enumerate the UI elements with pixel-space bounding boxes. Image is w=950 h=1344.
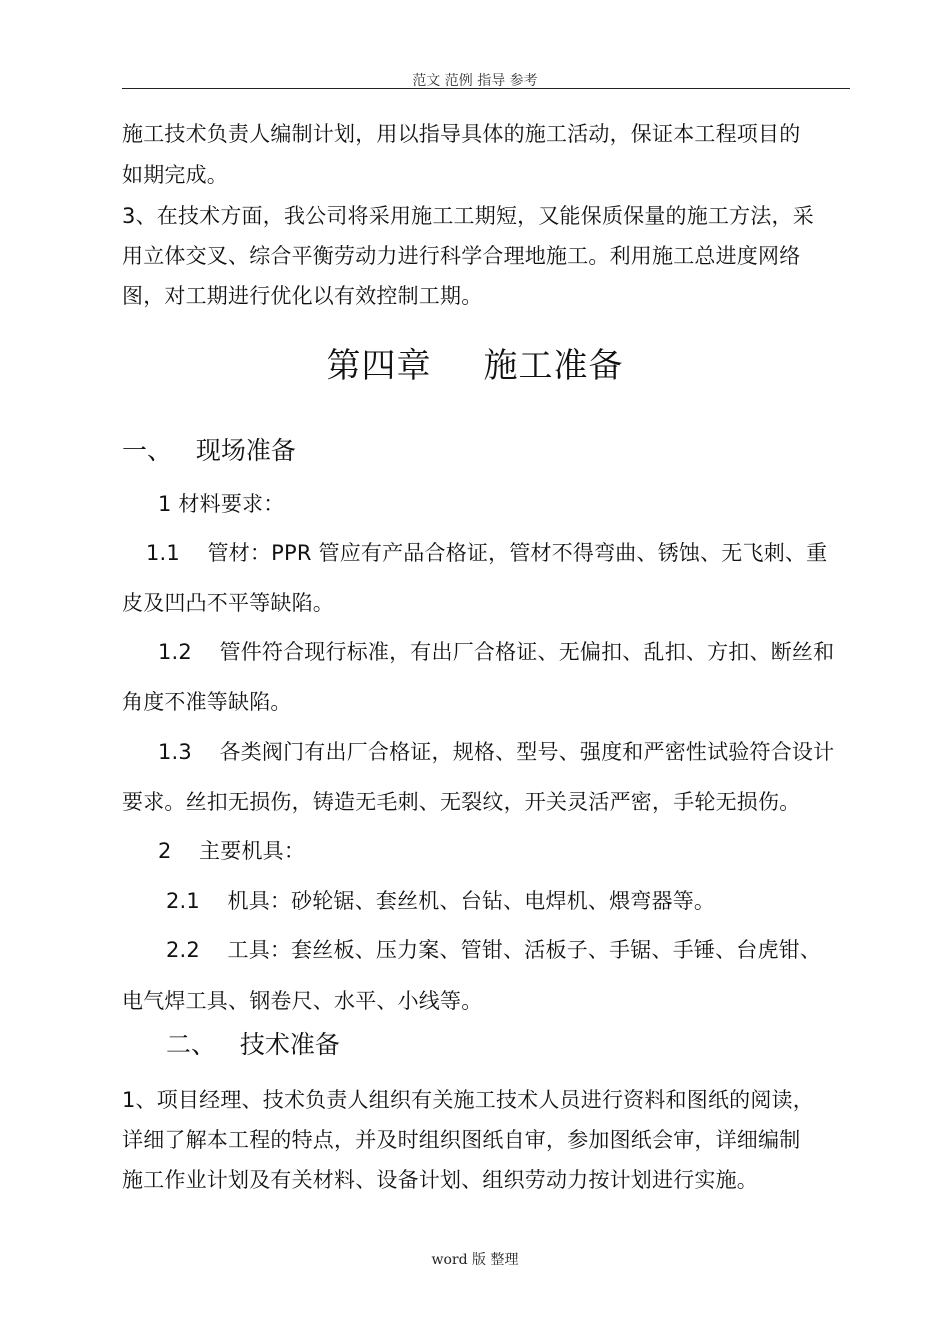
item-materials-title: 1 材料要求： — [158, 492, 285, 516]
intro-p1-line1: 施工技术负责人编制计划，用以指导具体的施工活动，保证本工程项目的 — [122, 122, 801, 146]
item-1-2-line1: 1.2 管件符合现行标准，有出厂合格证、无偏扣、乱扣、方扣、断丝和 — [158, 640, 835, 664]
chapter-title: 施工准备 — [483, 346, 624, 386]
item-1-1-line1: 1.1 管材：PPR 管应有产品合格证，管材不得弯曲、锈蚀、无飞刺、重 — [146, 541, 828, 565]
item-1-1-line2: 皮及凹凸不平等缺陷。 — [122, 591, 334, 615]
intro-p2-line3: 图，对工期进行优化以有效控制工期。 — [122, 284, 483, 308]
tech-p1-line2: 详细了解本工程的特点，并及时组织图纸自审，参加图纸会审，详细编制 — [122, 1128, 801, 1152]
item-1-3-line1: 1.3 各类阀门有出厂合格证，规格、型号、强度和严密性试验符合设计 — [158, 740, 835, 764]
item-2-2-line1: 2.2 工具：套丝板、压力案、管钳、活板子、手锯、手锤、台虎钳、 — [166, 938, 822, 962]
page-header: 范文 范例 指导 参考 — [412, 73, 538, 89]
tech-p1-line1: 1、项目经理、技术负责人组织有关施工技术人员进行资料和图纸的阅读， — [122, 1088, 814, 1112]
section-title-tech-prep: 二、 技术准备 — [166, 1030, 340, 1059]
item-tools-title: 2 主要机具： — [158, 839, 306, 863]
item-1-2-line2: 角度不准等缺陷。 — [122, 690, 292, 714]
chapter-heading — [0, 338, 950, 387]
item-1-3-line2: 要求。丝扣无损伤，铸造无毛刺、无裂纹，开关灵活严密，手轮无损伤。 — [122, 790, 801, 814]
chapter-number: 第四章 — [326, 346, 432, 386]
tech-p1-line3: 施工作业计划及有关材料、设备计划、组织劳动力按计划进行实施。 — [122, 1168, 758, 1192]
intro-p2-line2: 用立体交叉、综合平衡劳动力进行科学合理地施工。利用施工总进度网络 — [122, 244, 801, 268]
section-title-site-prep: 一、 现场准备 — [122, 436, 296, 465]
header-rule — [122, 88, 850, 89]
page-footer: word 版 整理 — [431, 1252, 519, 1268]
intro-p2-line1: 3、在技术方面，我公司将采用施工工期短，又能保质保量的施工方法，采 — [122, 204, 814, 228]
intro-p1-line2: 如期完成。 — [122, 163, 228, 187]
item-2-1: 2.1 机具：砂轮锯、套丝机、台钻、电焊机、煨弯器等。 — [166, 889, 716, 913]
item-2-2-line2: 电气焊工具、钢卷尺、水平、小线等。 — [122, 989, 483, 1013]
